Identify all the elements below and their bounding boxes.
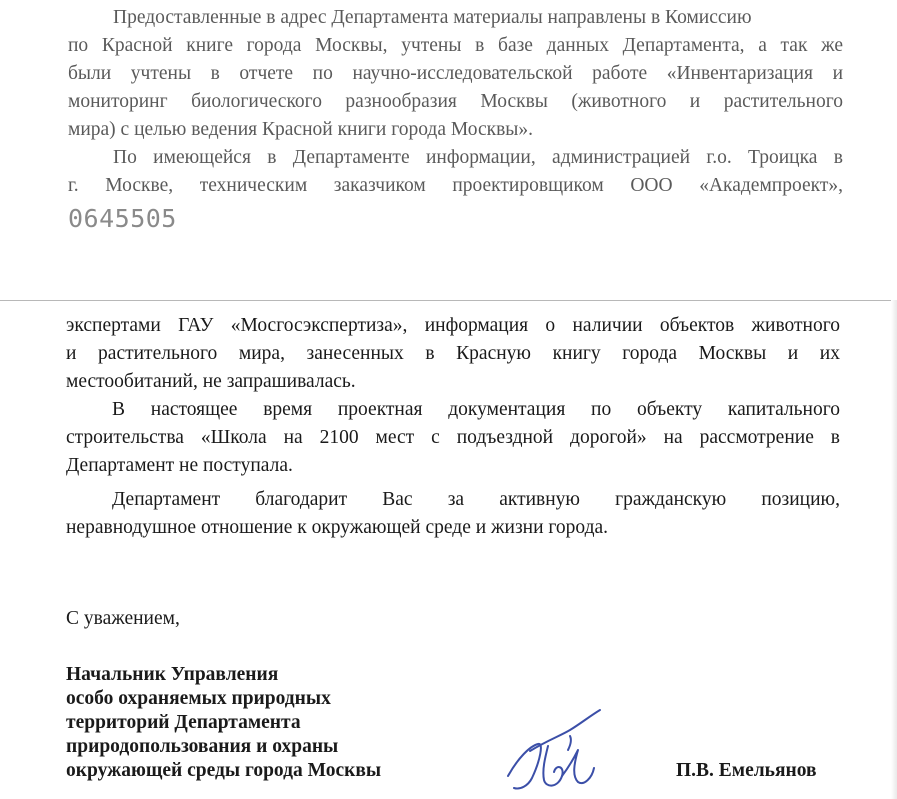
position-line: особо охраняемых природных: [66, 688, 331, 709]
paragraph-line: экспертами ГАУ «Мосгосэкспертиза», информация о наличии объектов животного: [66, 315, 840, 336]
position-line: территорий Департамента: [66, 712, 301, 733]
handwritten-signature: [500, 706, 610, 796]
paragraph-line: г. Москве, техническим заказчиком проектировщиком ООО «Академпроект»,: [68, 175, 843, 196]
paragraph-line: местообитаний, не запрашивалась.: [66, 371, 356, 392]
paragraph-line: По имеющейся в Департаменте информации, администрацией г.о. Троицка в: [113, 147, 843, 168]
paragraph-line: В настоящее время проектная документация по объекту капитального: [112, 399, 840, 420]
paragraph-line: и растительного мира, занесенных в Красную книгу города Москвы и их: [66, 343, 840, 364]
paragraph-line: были учтены в отчете по научно-исследовательской работе «Инвентаризация и: [68, 63, 843, 84]
paragraph-line: по Красной книге города Москвы, учтены в базе данных Департамента, а так же: [68, 35, 843, 56]
paragraph-line: Департамент благодарит Вас за активную гражданскую позицию,: [112, 489, 840, 510]
page-edge-shadow: [891, 300, 897, 799]
position-line: Начальник Управления: [66, 664, 279, 685]
paragraph-line: Департамент не поступала.: [66, 455, 293, 476]
salutation: С уважением,: [66, 608, 180, 629]
page-divider: [0, 300, 897, 301]
position-line: природопользования и охраны: [66, 736, 339, 757]
signatory-name: П.В. Емельянов: [676, 760, 817, 781]
paragraph-line: строительства «Школа на 2100 мест с подъездной дорогой» на рассмотрение в: [66, 427, 840, 448]
position-line: окружающей среды города Москвы: [66, 760, 382, 781]
document-number: 0645505: [68, 204, 177, 233]
paragraph-line: Предоставленные в адрес Департамента материалы направлены в Комиссию: [113, 7, 752, 28]
paragraph-line: неравнодушное отношение к окружающей среде и жизни города.: [66, 517, 609, 538]
paragraph-line: мира) с целью ведения Красной книги города Москвы».: [68, 119, 534, 140]
paragraph-line: мониторинг биологического разнообразия Москвы (животного и растительного: [68, 91, 843, 112]
